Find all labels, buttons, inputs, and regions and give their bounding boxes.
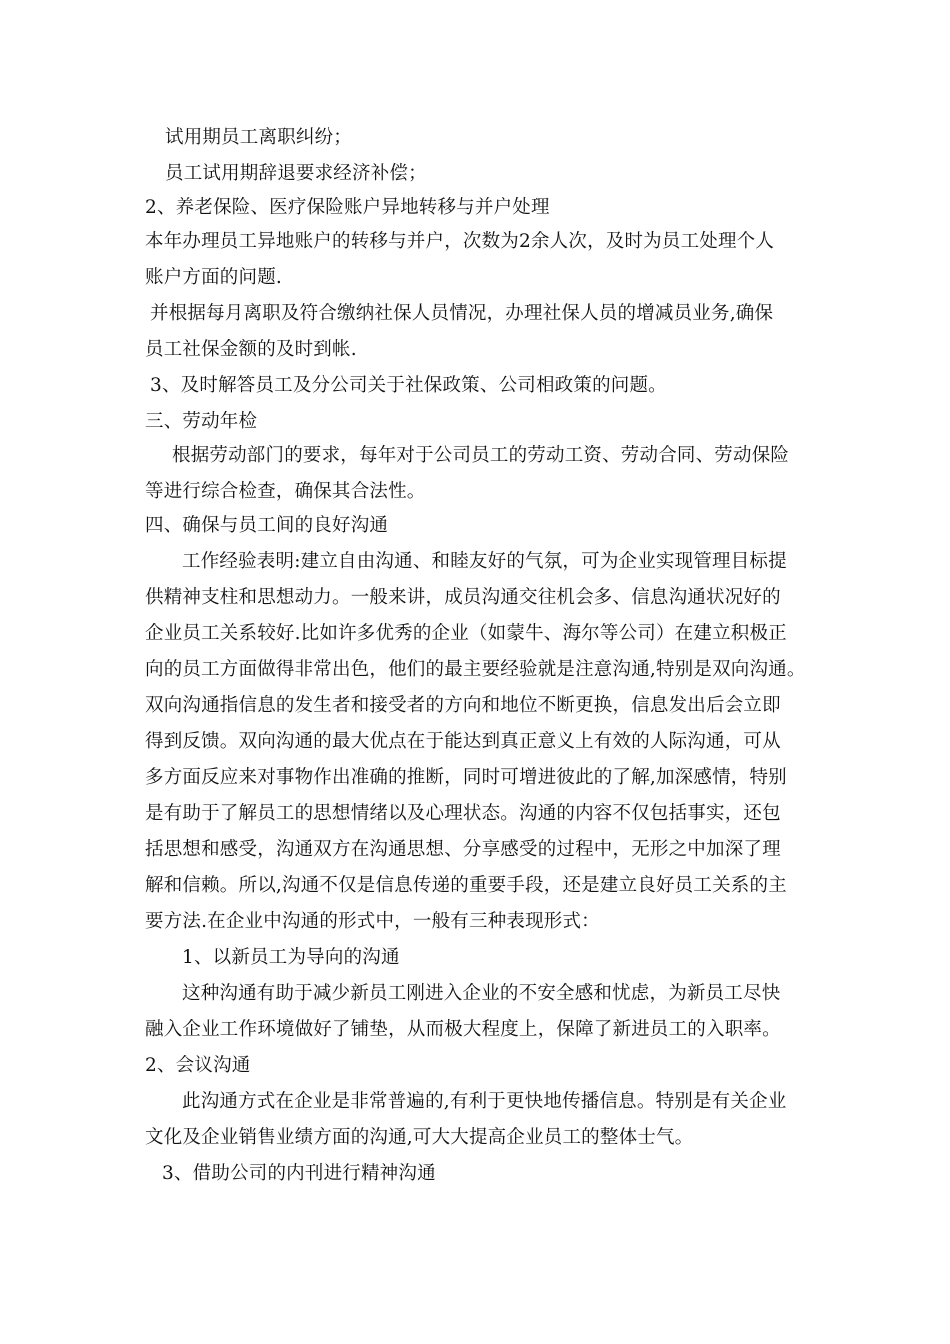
text-line-25: 这种沟通有助于减少新员工刚进入企业的不安全感和忧虑，为新员工尽快	[182, 983, 781, 1004]
text-line-5: 账户方面的问题.	[145, 267, 282, 288]
text-line-21: 括思想和感受，沟通双方在沟通思想、分享感受的过程中，无形之中加深了理	[145, 839, 781, 860]
text-line-8: 3、及时解答员工及分公司关于社保政策、公司相政策的问题。	[150, 375, 667, 396]
text-line-15: 企业员工关系较好.比如许多优秀的企业（如蒙牛、海尔等公司）在建立积极正	[145, 623, 787, 644]
text-line-23: 要方法.在企业中沟通的形式中，一般有三种表现形式：	[145, 911, 600, 932]
text-line-17: 双向沟通指信息的发生者和接受者的方向和地位不断更换，信息发出后会立即	[145, 695, 781, 716]
text-line-19: 多方面反应来对事物作出准确的推断，同时可增进彼此的了解,加深感情，特别	[145, 767, 787, 788]
text-line-13: 工作经验表明:建立自由沟通、和睦友好的气氛，可为企业实现管理目标提	[182, 551, 787, 572]
section-heading-2: 2、养老保险、医疗保险账户异地转移与并户处理	[145, 197, 550, 218]
text-line-28: 此沟通方式在企业是非常普遍的,有利于更快地传播信息。特别是有关企业	[182, 1091, 787, 1112]
text-line-2: 员工试用期辞退要求经济补偿；	[165, 163, 427, 184]
text-line-11: 等进行综合检查，确保其合法性。	[145, 481, 426, 502]
text-line-14: 供精神支柱和思想动力。一般来讲，成员沟通交往机会多、信息沟通状况好的	[145, 587, 781, 608]
text-line-1: 试用期员工离职纠纷；	[165, 127, 353, 148]
text-line-10: 根据劳动部门的要求，每年对于公司员工的劳动工资、劳动合同、劳动保险	[172, 445, 790, 466]
subheading-internal-journal-communication: 3、借助公司的内刊进行精神沟通	[162, 1163, 436, 1184]
section-heading-communication: 四、确保与员工间的良好沟通	[145, 515, 389, 536]
section-heading-labor-inspection: 三、劳动年检	[145, 411, 258, 432]
subheading-meeting-communication: 2、会议沟通	[145, 1055, 251, 1076]
text-line-20: 是有助于了解员工的思想情绪以及心理状态。沟通的内容不仅包括事实，还包	[145, 803, 781, 824]
text-line-16: 向的员工方面做得非常出色，他们的最主要经验就是注意沟通,特别是双向沟通。	[145, 659, 806, 680]
text-line-29: 文化及企业销售业绩方面的沟通,可大大提高企业员工的整体士气。	[145, 1127, 694, 1148]
text-line-22: 解和信赖。所以,沟通不仅是信息传递的重要手段，还是建立良好员工关系的主	[145, 875, 787, 896]
text-line-26: 融入企业工作环境做好了铺垫，从而极大程度上，保障了新进员工的入职率。	[145, 1019, 781, 1040]
subheading-new-employee-communication: 1、以新员工为导向的沟通	[182, 947, 400, 968]
text-line-6: 并根据每月离职及符合缴纳社保人员情况，办理社保人员的增减员业务,确保	[150, 303, 774, 324]
text-line-4: 本年办理员工异地账户的转移与并户，次数为2余人次，及时为员工处理个人	[145, 231, 775, 252]
text-line-18: 得到反馈。双向沟通的最大优点在于能达到真正意义上有效的人际沟通，可从	[145, 731, 781, 752]
text-line-7: 员工社保金额的及时到帐.	[145, 339, 357, 360]
